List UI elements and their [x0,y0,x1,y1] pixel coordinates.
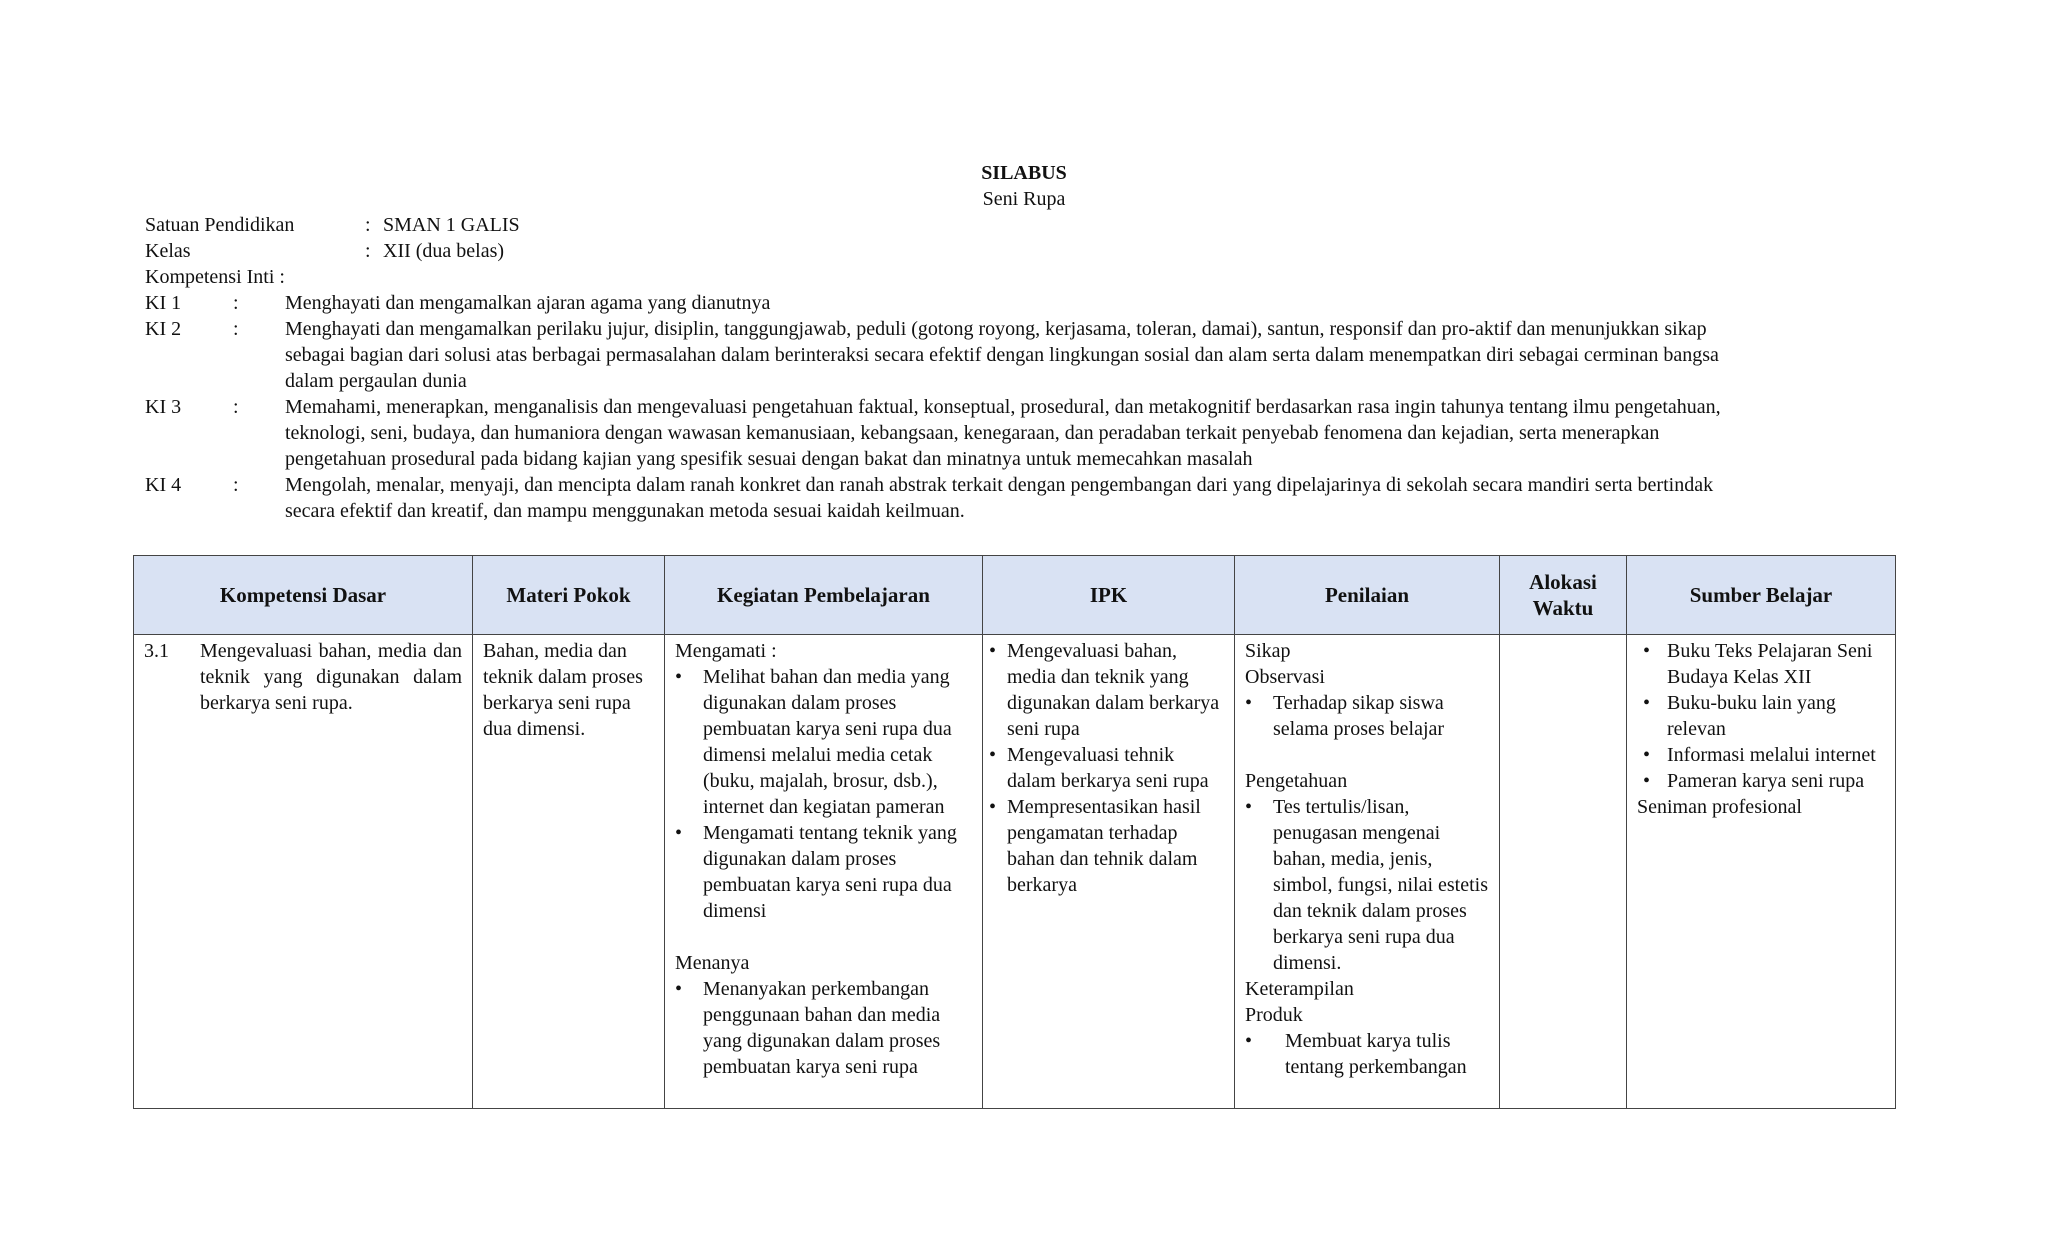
ki-colon: : [233,318,239,340]
kd-number: 3.1 [144,640,169,662]
info-colon: : [365,240,371,262]
list-item: • Mengevaluasi bahan, media dan teknik yang digunakan dalam berkarya seni rupa [989,638,1224,742]
ki-label: KI 2 [145,318,182,340]
info-row-kelas [145,238,520,264]
ki-label: KI 4 [145,474,182,496]
sikap-label: Sikap [1245,640,1291,662]
ki-colon: : [233,292,239,314]
list-item: • Buku-buku lain yang relevan [1637,690,1885,742]
table-row [134,635,1896,1109]
info-value: SMAN 1 GALIS [383,214,520,236]
header-materi-pokok: Materi Pokok [473,556,665,635]
sumber-extra: Seniman profesional [1637,796,1802,818]
cell-kompetensi-dasar [134,635,473,1109]
info-colon: : [365,214,371,236]
ki-label: KI 3 [145,396,182,418]
identity-info [145,212,520,290]
list-item: • Mempresentasikan hasil pengamatan terhadap bahan dan tehnik dalam berkarya [989,794,1224,898]
keterampilan-label: Keterampilan [1245,978,1354,1000]
cell-penilaian [1235,635,1500,1109]
info-label: Kelas [145,240,191,262]
kd-text: Mengevaluasi bahan, media dan teknik yang digunakan dalam berkarya seni rupa. [200,640,462,714]
kompetensi-inti-list [145,290,1725,524]
produk-label: Produk [1245,1004,1303,1026]
list-item: • Mengamati tentang teknik yang digunakan dalam proses pembuatan karya seni rupa dua dimensi [675,820,972,924]
ki-label: KI 1 [145,292,182,314]
header-ipk: IPK [983,556,1235,635]
ki-row [145,394,1725,472]
ki-text: Menghayati dan mengamalkan ajaran agama yang dianutnya [285,292,771,314]
menanya-label: Menanya [675,952,750,974]
document-title: SILABUS [981,162,1067,184]
cell-materi-pokok [473,635,665,1109]
list-item: • Melihat bahan dan media yang digunakan dalam proses pembuatan karya seni rupa dua dimensi melalui media cetak (buku, majalah, brosur, dsb.), internet dan kegiatan pameran [675,664,972,820]
list-item: • Menanyakan perkembangan penggunaan bahan dan media yang digunakan dalam proses pembuatan karya seni rupa [675,976,972,1080]
ki-text: Menghayati dan mengamalkan perilaku jujur, disiplin, tanggungjawab, peduli (gotong royong, kerjasama, toleran, damai), santun, responsif dan pro-aktif dan menunjukkan sikap sebagai bagian dari solusi atas berbagai permasalahan dalam berinteraksi secara efektif dengan lingkungan sosial dan alam serta dalam menempatkan diri sebagai cerminan bangsa dalam pergaulan dunia [285,318,1719,392]
list-item: • Informasi melalui internet [1637,742,1885,768]
ki-row [145,472,1725,524]
list-item: • Buku Teks Pelajaran Seni Budaya Kelas XII [1637,638,1885,690]
ki-row [145,290,1725,316]
ki-colon: : [233,396,239,418]
info-value: XII (dua belas) [383,240,505,262]
document-header [0,160,2048,212]
list-item: • Tes tertulis/lisan, penugasan mengenai bahan, media, jenis, simbol, fungsi, nilai estetis dan teknik dalam proses berkarya seni rupa dua dimensi. [1245,794,1489,976]
list-item: • Mengevaluasi tehnik dalam berkarya seni rupa [989,742,1224,794]
header-sumber-belajar: Sumber Belajar [1627,556,1896,635]
cell-ipk [983,635,1235,1109]
ki-row [145,316,1725,394]
header-kompetensi-dasar: Kompetensi Dasar [134,556,473,635]
list-item: • Pameran karya seni rupa [1637,768,1885,794]
cell-kegiatan [665,635,983,1109]
cell-sumber-belajar [1627,635,1896,1109]
document-subtitle: Seni Rupa [982,188,1066,210]
list-item: • Terhadap sikap siswa selama proses belajar [1245,690,1489,742]
materi-text: Bahan, media dan teknik dalam proses berkarya seni rupa dua dimensi. [483,640,643,740]
header-alokasi-waktu: Alokasi Waktu [1500,556,1627,635]
header-penilaian: Penilaian [1235,556,1500,635]
cell-alokasi-waktu [1500,635,1627,1109]
ki-colon: : [233,474,239,496]
pengetahuan-label: Pengetahuan [1245,770,1348,792]
info-label: Satuan Pendidikan [145,214,295,236]
ki-text: Memahami, menerapkan, menganalisis dan mengevaluasi pengetahuan faktual, konseptual, prosedural, dan metakognitif berdasarkan rasa ingin tahunya tentang ilmu pengetahuan, teknologi, seni, budaya, dan humaniora dengan wawasan kemanusiaan, kebangsaan, kenegaraan, dan peradaban terkait penyebab fenomena dan kejadian, serta menerapkan pengetahuan prosedural pada bidang kajian yang spesifik sesuai dengan bakat dan minatnya untuk memecahkan masalah [285,396,1721,470]
table-header-row [134,556,1896,635]
syllabus-table [133,555,1896,1109]
observasi-label: Observasi [1245,666,1325,688]
list-item: • Membuat karya tulis tentang perkembangan [1245,1028,1489,1080]
header-kegiatan-pembelajaran: Kegiatan Pembelajaran [665,556,983,635]
kompetensi-inti-label: Kompetensi Inti : [145,266,285,288]
info-row-satuan [145,212,520,238]
ki-text: Mengolah, menalar, menyaji, dan mencipta dalam ranah konkret dan ranah abstrak terkait dengan pengembangan dari yang dipelajarinya di sekolah secara mandiri serta bertindak secara efektif dan kreatif, dan mampu menggunakan metoda sesuai kaidah keilmuan. [285,474,1714,522]
mengamati-label: Mengamati : [675,640,777,662]
